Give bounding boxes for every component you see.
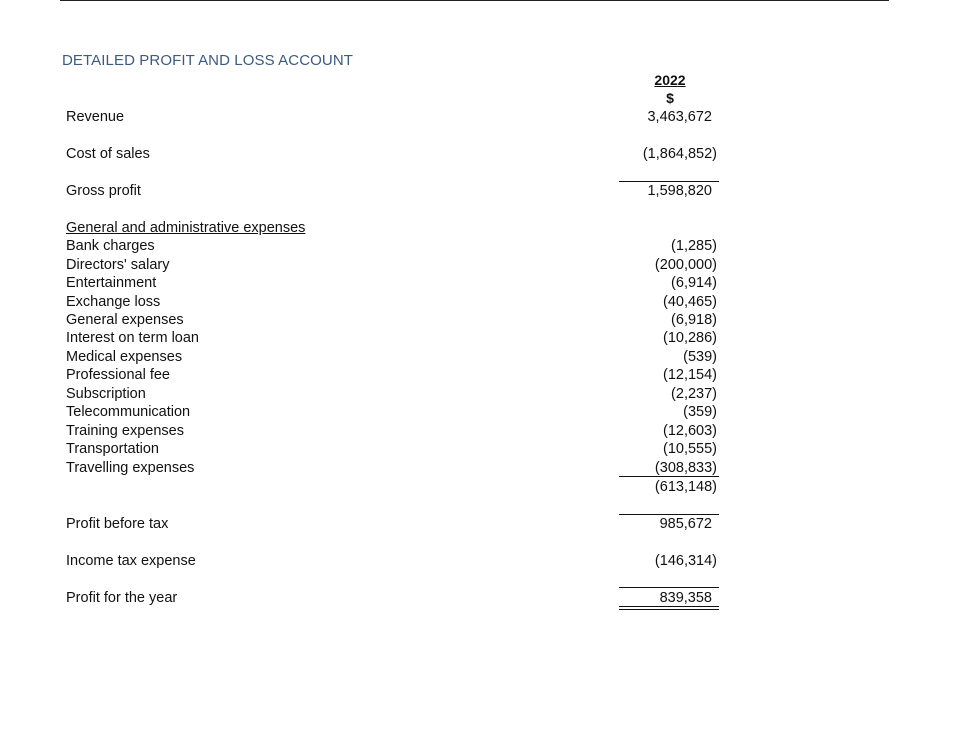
profit-for-year-label: Profit for the year (66, 590, 178, 606)
document-title: DETAILED PROFIT AND LOSS ACCOUNT (62, 52, 354, 69)
profit-before-tax-amount: 985,672 (659, 516, 712, 532)
profit-for-year-double-rule-1 (619, 606, 719, 607)
expense-item-amount: (308,833) (654, 460, 717, 476)
expense-item-label: Travelling expenses (66, 460, 195, 476)
expenses-total-rule (619, 476, 719, 477)
expense-item-label: Telecommunication (66, 404, 191, 420)
revenue-amount: 3,463,672 (647, 109, 712, 125)
expense-item-amount: (6,918) (671, 312, 717, 328)
expense-item-label: Interest on term loan (66, 330, 199, 346)
expense-item-amount: (6,914) (671, 275, 717, 291)
expense-item-amount: (1,285) (671, 238, 717, 254)
expense-item-label: Medical expenses (66, 349, 183, 365)
gross-profit-label: Gross profit (66, 183, 141, 199)
expense-item-amount: (12,603) (662, 423, 717, 439)
expense-item-amount: (10,555) (662, 441, 717, 457)
expense-item-label: Bank charges (66, 238, 155, 254)
expense-item-label: Subscription (66, 386, 146, 402)
expense-item-amount: (539) (683, 349, 717, 365)
revenue-label: Revenue (66, 109, 125, 125)
expense-item-label: Directors' salary (66, 257, 170, 273)
cost-of-sales-amount: (1,864,852) (642, 146, 717, 162)
expenses-heading: General and administrative expenses (66, 220, 306, 236)
expense-item-label: Exchange loss (66, 294, 161, 310)
column-currency-header: $ (666, 90, 674, 106)
gross-profit-rule (619, 181, 719, 182)
cost-of-sales-label: Cost of sales (66, 146, 150, 162)
expense-item-label: Transportation (66, 441, 159, 457)
column-year-header: 2022 (654, 72, 686, 88)
expense-item-amount: (10,286) (662, 330, 717, 346)
gross-profit-amount: 1,598,820 (647, 183, 712, 199)
expense-item-label: Training expenses (66, 423, 184, 439)
expense-item-amount: (359) (683, 404, 717, 420)
expense-item-amount: (2,237) (671, 386, 717, 402)
profit-for-year-top-rule (619, 587, 719, 588)
profit-for-year-amount: 839,358 (659, 590, 712, 606)
expense-item-amount: (40,465) (662, 294, 717, 310)
profit-for-year-double-rule-2 (619, 609, 719, 610)
expense-item-label: Professional fee (66, 367, 170, 383)
expense-item-amount: (12,154) (662, 367, 717, 383)
profit-before-tax-rule (619, 514, 719, 515)
income-tax-amount: (146,314) (654, 553, 717, 569)
expense-item-amount: (200,000) (654, 257, 717, 273)
expenses-total-amount: (613,148) (654, 479, 717, 495)
profit-before-tax-label: Profit before tax (66, 516, 169, 532)
income-tax-label: Income tax expense (66, 553, 196, 569)
expense-item-label: Entertainment (66, 275, 157, 291)
page-top-rule (60, 0, 889, 1)
expense-item-label: General expenses (66, 312, 184, 328)
